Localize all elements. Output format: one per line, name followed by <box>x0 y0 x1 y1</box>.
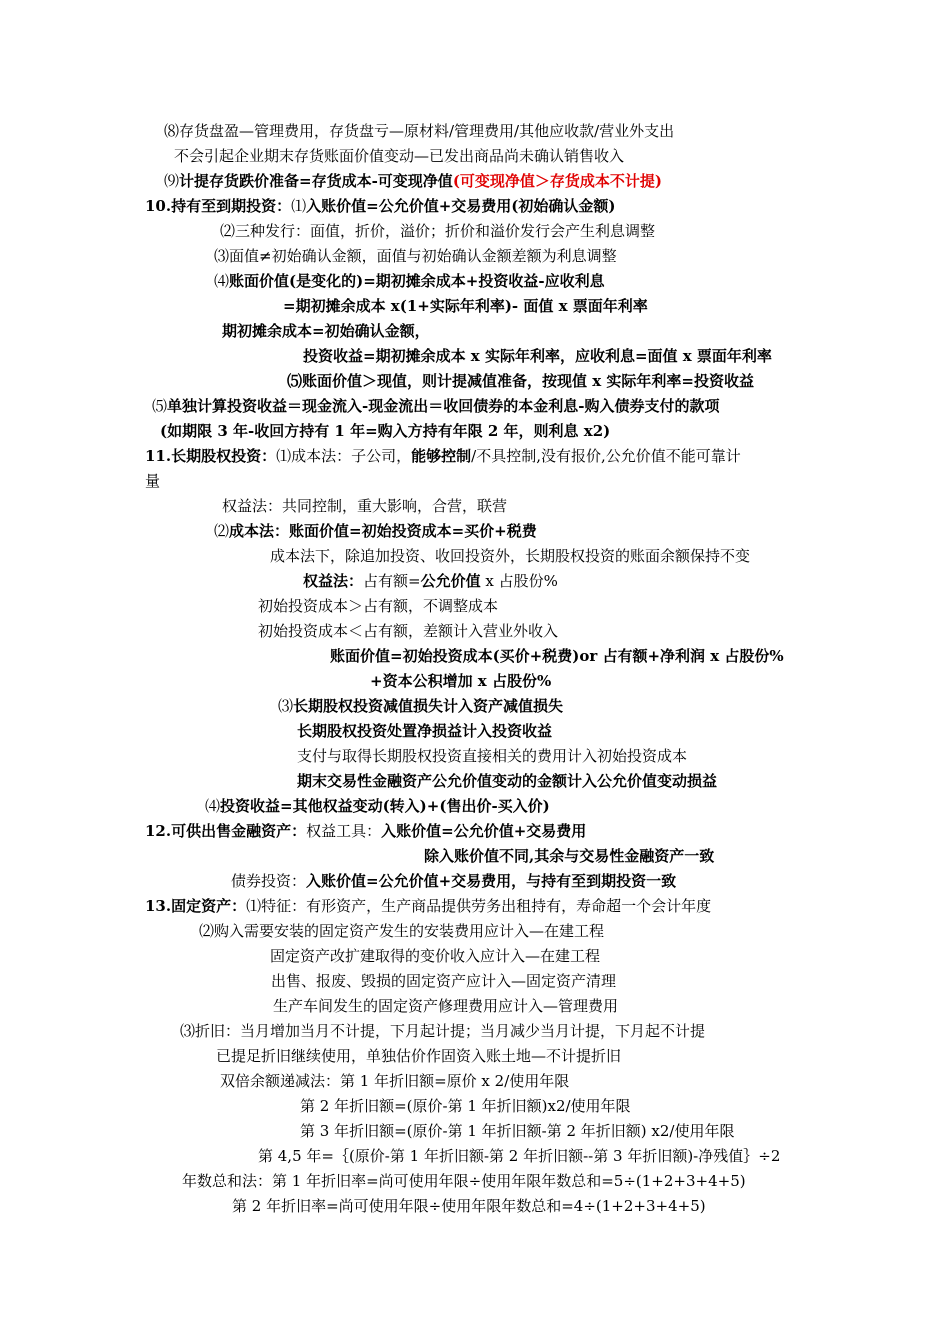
text-segment: ⑸ <box>152 397 168 415</box>
text-line <box>303 571 558 591</box>
text-line <box>258 596 498 616</box>
text-segment: 初始投资成本＞占有额，不调整成本 <box>258 597 499 615</box>
text-segment: ⑷ <box>205 797 221 815</box>
text-segment: ⑶折旧：当月增加当月不计提，下月起计提；当月减少当月计提，下月起不计提 <box>180 1022 706 1040</box>
text-line <box>160 421 610 441</box>
bold-text: 账面价值(是变化的)=期初摊余成本+投资收益-应收利息 <box>229 272 605 290</box>
text-line <box>424 846 714 866</box>
text-segment: 权益工具： <box>306 822 382 840</box>
bold-text: 入账价值=公允价值+交易费用(初始确认金额) <box>306 197 616 215</box>
bold-text: 能够控制 <box>411 447 472 465</box>
text-segment: ⑷ <box>214 272 230 290</box>
text-line <box>182 1171 746 1191</box>
text-segment: x 占股份% <box>480 572 558 590</box>
text-segment: /不具控制,没有报价,公允价值不能可靠计 <box>471 447 741 465</box>
bold-text: 账面价值=初始投资成本(买价+税费)or 占有额+净利润 x 占股份% <box>330 647 784 665</box>
highlight-text: (可变现净值＞存货成本不计提) <box>452 172 663 190</box>
bold-text: 长期股权投资处置净损益计入投资收益 <box>297 722 553 740</box>
text-segment: ⑴特征：有形资产，生产商品提供劳务出租持有，寿命超一个会计年度 <box>246 897 712 915</box>
text-line <box>145 446 741 466</box>
text-segment: ⑵三种发行：面值，折价，溢价；折价和溢价发行会产生利息调整 <box>220 222 656 240</box>
text-line <box>297 746 687 766</box>
bold-text: 12.可供出售金融资产： <box>145 822 307 840</box>
text-line <box>271 971 616 991</box>
bold-text: 13.固定资产： <box>145 897 247 915</box>
text-line <box>164 171 662 191</box>
bold-text: 公允价值 <box>420 572 481 590</box>
text-line <box>258 1146 780 1166</box>
text-line <box>300 1096 631 1116</box>
text-line <box>370 671 551 691</box>
text-segment: ⑶面值≠初始确认金额，面值与初始确认金额差额为利息调整 <box>214 247 617 265</box>
text-line <box>270 546 750 566</box>
text-segment: 量 <box>145 472 161 490</box>
text-line <box>232 1196 706 1216</box>
text-line <box>222 321 430 341</box>
text-line <box>270 946 600 966</box>
text-line <box>222 496 507 516</box>
bold-text: 期末交易性金融资产公允价值变动的金额计入公允价值变动损益 <box>297 772 718 790</box>
text-line <box>214 246 617 266</box>
text-segment: 第 2 年折旧额=(原价-第 1 年折旧额)x2/使用年限 <box>300 1097 631 1115</box>
bold-text: 长期股权投资减值损失计入资产减值损失 <box>293 697 564 715</box>
bold-text: 除入账价值不同,其余与交易性金融资产一致 <box>424 847 715 865</box>
text-line <box>174 146 624 166</box>
bold-text: =期初摊余成本 x(1+实际年利率)- 面值 x 票面年利率 <box>283 297 648 315</box>
bold-text: 入账价值=公允价值+交易费用 <box>381 822 587 840</box>
bold-text: ⑸账面价值＞现值，则计提减值准备，按现值 x 实际年利率=投资收益 <box>287 372 754 390</box>
text-segment: 初始投资成本＜占有额，差额计入营业外收入 <box>258 622 559 640</box>
text-line <box>303 346 772 366</box>
text-line <box>214 271 605 291</box>
text-line <box>283 296 648 316</box>
text-segment: 年数总和法：第 1 年折旧率=尚可使用年限÷使用年限年数总和=5÷(1+2+3+4+5) <box>182 1172 746 1190</box>
text-segment: ⑴ <box>291 197 307 215</box>
bold-text: 投资收益=期初摊余成本 x 实际年利率，应收利息=面值 x 票面年利率 <box>303 347 772 365</box>
bold-text: 10.持有至到期投资： <box>145 197 292 215</box>
text-line <box>258 621 558 641</box>
text-segment: 不会引起企业期末存货账面价值变动—已发出商品尚未确认销售收入 <box>174 147 625 165</box>
text-segment: 第 4,5 年=｛(原价-第 1 年折旧额-第 2 年折旧额--第 3 年折旧额)-净残值｝÷2 <box>258 1147 781 1165</box>
bold-text: 成本法：账面价值=初始投资成本=买价+税费 <box>229 522 537 540</box>
text-segment: 第 2 年折旧率=尚可使用年限÷使用年限年数总和=4÷(1+2+3+4+5) <box>232 1197 706 1215</box>
text-line <box>220 221 655 241</box>
bold-text: 权益法： <box>303 572 364 590</box>
text-line <box>205 796 550 816</box>
text-segment: 固定资产改扩建取得的变价收入应计入—在建工程 <box>270 947 601 965</box>
text-line <box>297 721 552 741</box>
text-segment: 双倍余额递减法：第 1 年折旧额=原价 x 2/使用年限 <box>220 1072 570 1090</box>
text-segment: 生产车间发生的固定资产修理费用应计入—管理费用 <box>273 997 619 1015</box>
text-line <box>145 896 711 916</box>
text-line <box>145 196 615 216</box>
text-segment: 成本法下，除追加投资、收回投资外，长期股权投资的账面余额保持不变 <box>270 547 751 565</box>
text-segment: 第 3 年折旧额=(原价-第 1 年折旧额-第 2 年折旧额) x2/使用年限 <box>300 1122 735 1140</box>
text-line <box>164 121 674 141</box>
text-line <box>145 821 586 841</box>
text-segment: ⑻存货盘盈—管理费用，存货盘亏—原材料/管理费用/其他应收款/营业外支出 <box>164 122 675 140</box>
text-line <box>278 696 563 716</box>
bold-text: 11.长期股权投资： <box>145 447 277 465</box>
text-segment: ⑴成本法：子公司， <box>276 447 412 465</box>
text-line <box>216 1046 621 1066</box>
text-line <box>330 646 784 666</box>
text-segment: ⑶ <box>278 697 294 715</box>
text-segment: 债券投资： <box>231 872 307 890</box>
text-line <box>287 371 754 391</box>
text-line <box>152 396 719 416</box>
bold-text: 投资收益=其他权益变动(转入)+(售出价-买入价) <box>220 797 550 815</box>
text-segment: 出售、报废、毁损的固定资产应计入—固定资产清理 <box>271 972 617 990</box>
bold-text: 计提存货跌价准备=存货成本-可变现净值 <box>179 172 453 190</box>
text-line <box>180 1021 705 1041</box>
text-segment: 权益法：共同控制，重大影响，合营，联营 <box>222 497 508 515</box>
bold-text: (如期限 3 年-收回方持有 1 年=购入方持有年限 2 年，则利息 x2) <box>160 422 611 440</box>
text-line <box>273 996 618 1016</box>
text-line <box>220 1071 569 1091</box>
text-segment: ⑵ <box>214 522 230 540</box>
text-line <box>297 771 717 791</box>
text-segment: ⑼ <box>164 172 180 190</box>
text-segment: 支付与取得长期股权投资直接相关的费用计入初始投资成本 <box>297 747 688 765</box>
text-line <box>199 921 604 941</box>
text-line <box>231 871 676 891</box>
text-line <box>214 521 537 541</box>
text-segment: 已提足折旧继续使用，单独估价作固资入账土地—不计提折旧 <box>216 1047 622 1065</box>
bold-text: +资本公积增加 x 占股份% <box>370 672 552 690</box>
bold-text: 单独计算投资收益＝现金流入-现金流出＝收回债券的本金利息-购入债券支付的款项 <box>167 397 720 415</box>
text-segment: 占有额= <box>363 572 421 590</box>
bold-text: 期初摊余成本=初始确认金额， <box>222 322 430 340</box>
text-line <box>145 471 160 491</box>
bold-text: 入账价值=公允价值+交易费用，与持有至到期投资一致 <box>306 872 677 890</box>
text-line <box>300 1121 734 1141</box>
text-segment: ⑵购入需要安装的固定资产发生的安装费用应计入—在建工程 <box>199 922 605 940</box>
